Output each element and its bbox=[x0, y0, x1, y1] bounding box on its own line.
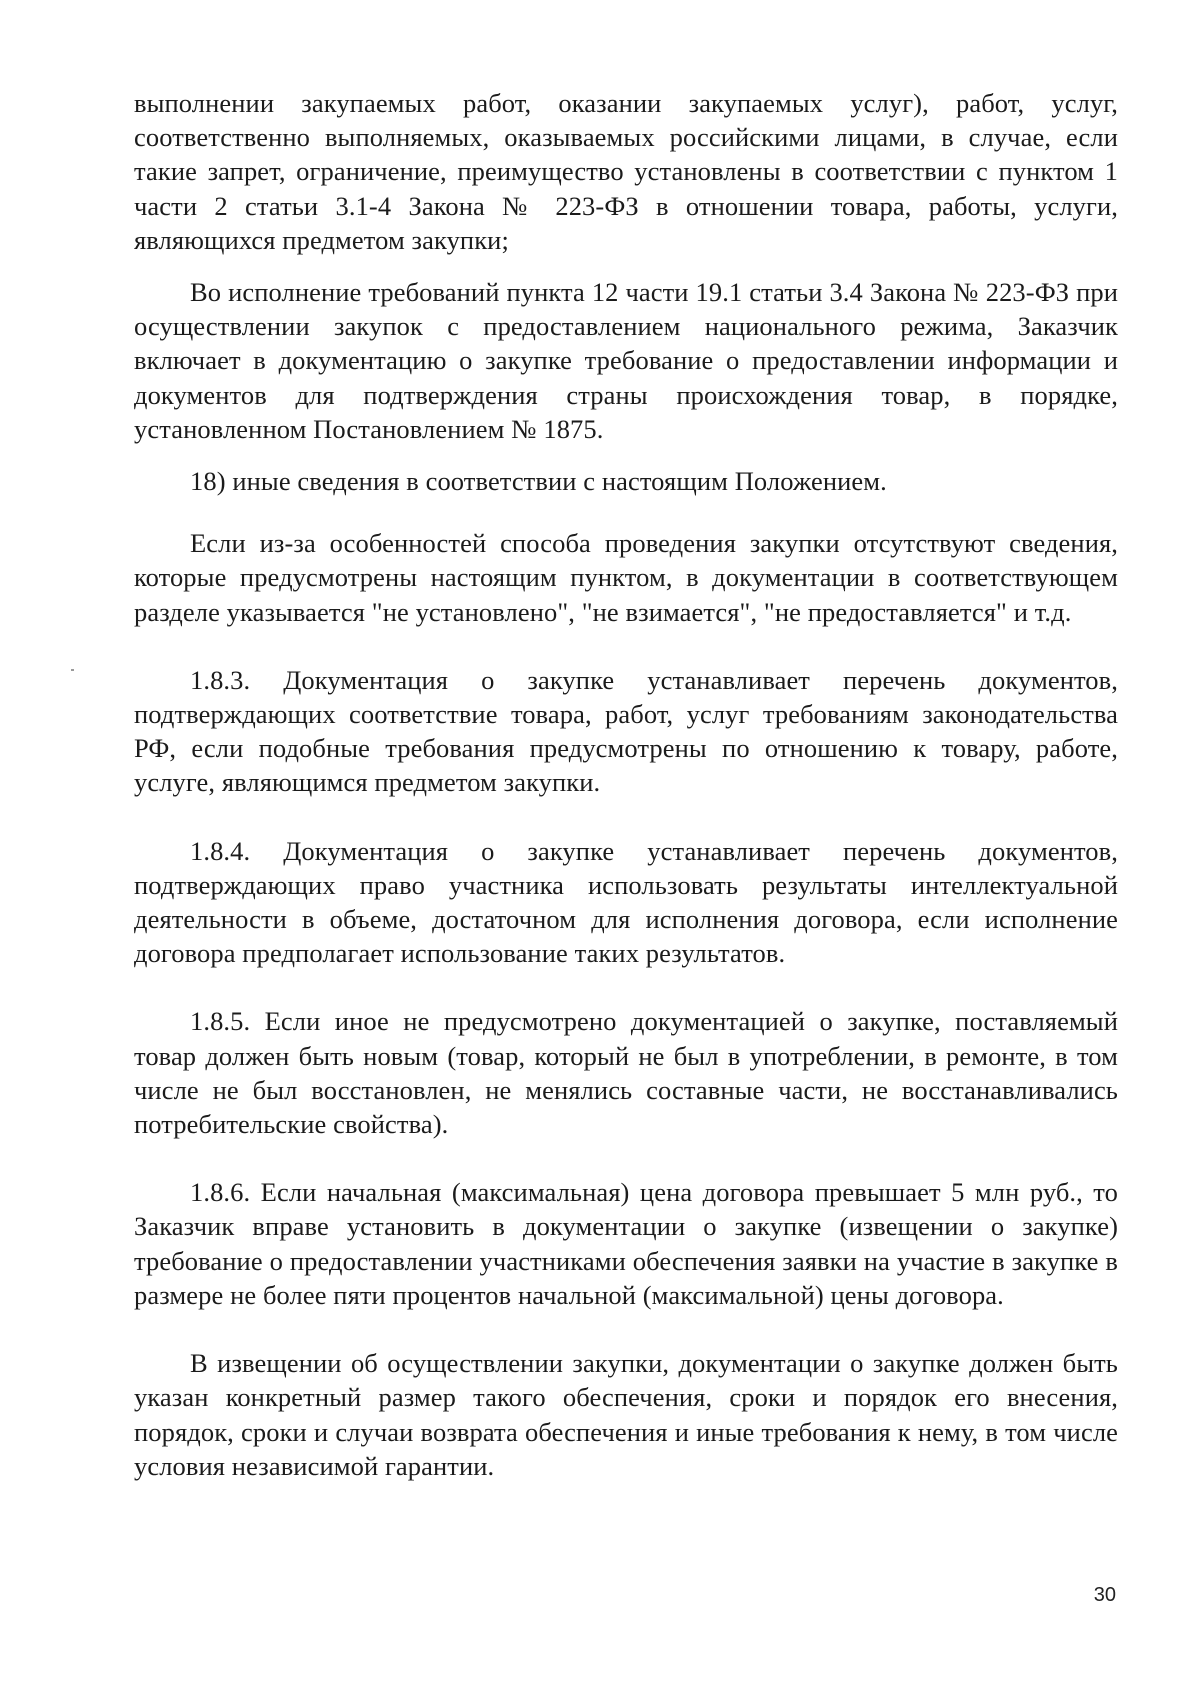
paragraph-item-18: 18) иные сведения в соответствии с настоящим Положением. bbox=[190, 466, 887, 497]
paragraph-national-regime: Во исполнение требований пункта 12 части 19.1 статьи 3.4 Закона № 223-ФЗ при осуществлении закупок с предоставлением национального режима, Заказчик включает в документацию о закупке требование о предоставлении информации и документов для подтверждения страны происхождения товар, в порядке, установленном Постановлением № 1875. bbox=[134, 277, 1118, 444]
page-number: 30 bbox=[1093, 1584, 1116, 1606]
paragraph-missing-info: Если из-за особенностей способа проведения закупки отсутствуют сведения, которые предусмотрены настоящим пунктом, в документации в соответствующем разделе указывается "не установлено", "не взимается", "не предоставляется" и т.д. bbox=[134, 528, 1118, 627]
scan-speck bbox=[71, 669, 74, 671]
paragraph-continuation: выполнении закупаемых работ, оказании закупаемых услуг), работ, услуг, соответственно выполняемых, оказываемых российскими лицами, в случае, если такие запрет, ограничение, преимущество установлены в соответствии с пунктом 1 части 2 статьи 3.1-4 Закона № 223-ФЗ в отношении товара, работы, услуги, являющихся предметом закупки; bbox=[134, 88, 1118, 255]
paragraph-1-8-5: 1.8.5. Если иное не предусмотрено документацией о закупке, поставляемый товар должен быть новым (товар, который не был в употреблении, в ремонте, в том числе не был восстановлен, не менялись составные части, не восстанавливались потребительские свойства). bbox=[134, 1006, 1118, 1140]
paragraph-1-8-4: 1.8.4. Документация о закупке устанавливает перечень документов, подтверждающих право участника использовать результаты интеллектуальной деятельности в объеме, достаточном для исполнения договора, если исполнение договора предполагает использование таких результатов. bbox=[134, 835, 1118, 969]
paragraph-1-8-3: 1.8.3. Документация о закупке устанавливает перечень документов, подтверждающих соответствие товара, работ, услуг требованиям законодательства РФ, если подобные требования предусмотрены по отношению к товару, работе, услуге, являющимся предметом закупки. bbox=[134, 664, 1118, 798]
paragraph-1-8-6: 1.8.6. Если начальная (максимальная) цена договора превышает 5 млн руб., то Заказчик вправе установить в документации о закупке (извещении о закупке) требование о предоставлении участниками обеспечения заявки на участие в закупке в размере не более пяти процентов начальной (максимальной) цены договора. bbox=[134, 1177, 1118, 1310]
document-body bbox=[134, 86, 1118, 1483]
paragraph-security-terms: В извещении об осуществлении закупки, документации о закупке должен быть указан конкретный размер такого обеспечения, сроки и порядок его внесения, порядок, сроки и случаи возврата обеспечения и иные требования к нему, в том числе условия независимой гарантии. bbox=[134, 1348, 1118, 1481]
